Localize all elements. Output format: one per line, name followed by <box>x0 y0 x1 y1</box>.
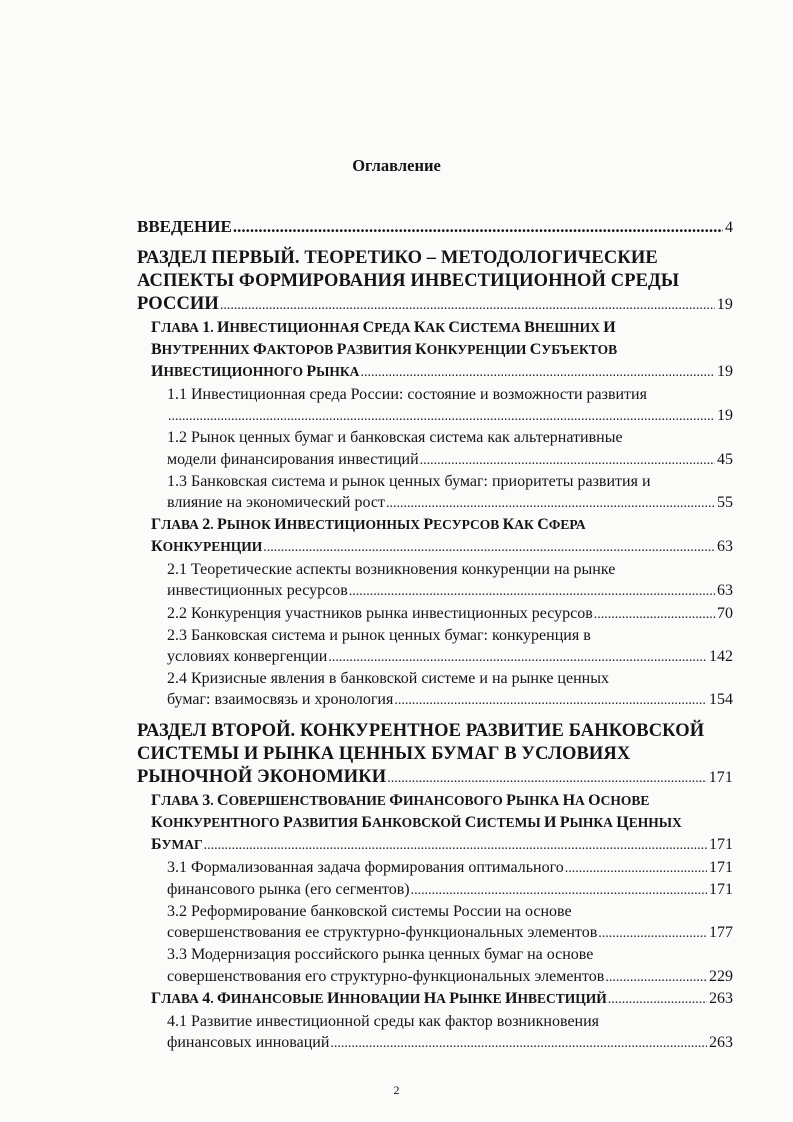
toc-entry-page: 19 <box>717 407 733 425</box>
toc-entry[interactable] <box>137 1011 733 1054</box>
toc-entry-title-line: совершенствования его структурно-функциональных элементов <box>167 967 605 985</box>
dot-leader <box>233 216 723 238</box>
toc-entry[interactable] <box>137 471 733 514</box>
toc-entry-leader-row <box>167 580 733 602</box>
toc-entry-title-line: 2.4 Кризисные явления в банковской системе и на рынке ценных <box>167 670 609 688</box>
toc-entry[interactable] <box>137 427 733 470</box>
toc-entry-page: 142 <box>709 648 733 666</box>
toc-entry-leader-row <box>167 879 733 901</box>
toc-entry-leader-row <box>137 216 733 239</box>
toc-entry-title-line: ИНВЕСТИЦИОННОГО РЫНКА <box>151 363 360 380</box>
dot-leader <box>594 604 715 625</box>
toc-entry-title-line: ГЛАВА 2. РЫНОК ИНВЕСТИЦИОННЫХ РЕСУРСОВ КАК СФЕРА <box>151 516 586 534</box>
dot-leader <box>420 450 715 471</box>
toc-entry-leader-row <box>151 834 733 857</box>
dot-leader <box>349 581 715 602</box>
toc-entry[interactable] <box>137 668 733 711</box>
toc-entry[interactable] <box>137 857 733 879</box>
toc-entry[interactable] <box>137 216 733 239</box>
toc-entry[interactable] <box>137 384 733 427</box>
dot-leader <box>394 690 707 711</box>
toc-entry-title-line: РЫНОЧНОЙ ЭКОНОМИКИ <box>137 766 387 787</box>
toc-entry-page: 63 <box>717 582 733 600</box>
toc-entry-title-line: 1.3 Банковская система и рынок ценных бумаг: приоритеты развития и <box>167 472 651 490</box>
toc-entry[interactable] <box>137 514 733 559</box>
toc-entry[interactable] <box>137 720 733 790</box>
dot-leader <box>387 767 706 790</box>
dot-leader <box>204 835 707 857</box>
toc-entry-leader-row <box>151 988 733 1011</box>
toc-entry[interactable] <box>137 559 733 602</box>
toc-entry-leader-row <box>167 857 733 879</box>
toc-entry-title-line: 1.1 Инвестиционная среда России: состояние и возможности развития <box>167 386 647 403</box>
toc-entry-title-line: РАЗДЕЛ ВТОРОЙ. КОНКУРЕНТНОЕ РАЗВИТИЕ БАНКОВСКОЙ <box>137 720 705 741</box>
toc-entry-leader-row <box>167 966 733 988</box>
toc-entry-title-line: влияние на экономический рост <box>167 494 385 512</box>
toc-entry-page: 154 <box>709 691 733 709</box>
toc-entry-page: 70 <box>717 604 733 622</box>
toc-entry-page: 229 <box>709 967 733 985</box>
toc-entry[interactable] <box>137 625 733 668</box>
toc-entry-leader-row <box>137 766 733 790</box>
toc-entry-title-line: 3.1 Формализованная задача формирования оптимального <box>167 858 564 876</box>
toc-entry-title-line: ВВЕДЕНИЕ <box>137 217 232 236</box>
dot-leader <box>168 406 715 427</box>
toc-entry-title-line: 2.3 Банковская система и рынок ценных бумаг: конкуренция в <box>167 626 591 644</box>
toc-entry-page: 171 <box>709 858 733 876</box>
toc-entry-title-line: 2.1 Теоретические аспекты возникновения конкуренции на рынке <box>167 561 616 579</box>
toc-entry-leader-row <box>167 405 733 427</box>
toc-entry[interactable] <box>137 247 733 317</box>
toc-entry-title-line: бумаг: взаимосвязь и хронология <box>167 691 394 709</box>
toc-entry-leader-row <box>167 1032 733 1054</box>
toc-entry-title-line: ГЛАВА 1. ИНВЕСТИЦИОННАЯ СРЕДА КАК СИСТЕМА ВНЕШНИХ И <box>151 319 616 336</box>
dot-leader <box>608 989 707 1011</box>
toc-entry[interactable] <box>137 790 733 857</box>
toc-entry-page: 55 <box>717 494 733 512</box>
toc-entry[interactable] <box>137 944 733 987</box>
toc-entry-page: 171 <box>708 768 733 786</box>
dot-leader <box>598 923 707 944</box>
toc-entry-page: 19 <box>717 363 733 380</box>
toc-entry-leader-row <box>167 646 733 668</box>
toc-entry-title-line: модели финансирования инвестиций <box>167 450 419 468</box>
toc-entry-title-line: 1.2 Рынок ценных бумаг и банковская система как альтернативные <box>167 429 623 447</box>
toc-entry-title-line: АСПЕКТЫ ФОРМИРОВАНИЯ ИНВЕСТИЦИОННОЙ СРЕДЫ <box>137 271 680 291</box>
toc-entry-title-line: КОНКУРЕНТНОГО РАЗВИТИЯ БАНКОВСКОЙ СИСТЕМЫ И РЫНКА ЦЕННЫХ <box>151 813 682 831</box>
toc-entry-leader-row <box>167 922 733 944</box>
toc-entry-title-line: 3.2 Реформирование банковской системы России на основе <box>167 903 572 921</box>
toc-entry-title-line: инвестиционных ресурсов <box>167 582 348 600</box>
toc-entry-page: 63 <box>717 538 733 556</box>
toc-entry-page: 171 <box>709 835 733 853</box>
toc-entry-page: 45 <box>717 450 733 468</box>
toc-entry-title-line: РАЗДЕЛ ПЕРВЫЙ. ТЕОРЕТИКО – МЕТОДОЛОГИЧЕСКИЕ <box>137 248 658 268</box>
toc-entry-title-line: 3.3 Модернизация российского рынка ценных бумаг на основе <box>167 946 594 964</box>
toc-entry-title-line: условиях конвергенции <box>167 648 328 666</box>
dot-leader <box>411 880 707 901</box>
toc-entry[interactable] <box>137 901 733 944</box>
toc-entry-title-line: КОНКУРЕНЦИИ <box>151 538 263 556</box>
toc-entry[interactable] <box>137 879 733 901</box>
dot-leader <box>565 858 707 879</box>
toc-entry-leader-row <box>167 689 733 711</box>
page-number: 2 <box>393 1083 400 1097</box>
toc-entry-title-line: РОССИИ <box>137 294 219 314</box>
toc-entry-title-line: финансового рынка (его сегментов) <box>167 880 410 898</box>
toc-entry-leader-row <box>137 293 733 317</box>
toc-entry-page: 4 <box>725 219 733 236</box>
dot-leader <box>330 1033 707 1054</box>
toc-entry-page: 263 <box>709 1034 733 1052</box>
dot-leader <box>328 647 707 668</box>
toc-entry[interactable] <box>137 988 733 1011</box>
toc-entry[interactable] <box>137 317 733 384</box>
toc-entry-page: 171 <box>709 880 733 898</box>
toc-entry-title-line: 4.1 Развитие инвестиционной среды как фактор возникновения <box>167 1012 600 1030</box>
toc-entry-title-line: совершенствования ее структурно-функциональных элементов <box>167 924 598 942</box>
toc-entry-title-line: БУМАГ <box>151 835 203 853</box>
toc-entry-leader-row <box>167 449 733 471</box>
toc-entry-leader-row <box>151 361 733 384</box>
dot-leader <box>605 967 707 988</box>
dot-leader <box>263 537 715 559</box>
table-of-contents <box>137 208 733 1054</box>
toc-entry-title-line: финансовых инноваций <box>167 1034 330 1052</box>
toc-entry-title-line: ГЛАВА 4. ФИНАНСОВЫЕ ИННОВАЦИИ НА РЫНКЕ ИНВЕСТИЦИЙ <box>151 989 607 1007</box>
toc-entry[interactable] <box>137 603 733 625</box>
toc-entry-leader-row <box>167 603 733 625</box>
toc-entry-title-line: 2.2 Конкуренция участников рынка инвестиционных ресурсов <box>167 604 593 622</box>
toc-entry-leader-row <box>167 492 733 514</box>
toc-entry-leader-row <box>151 536 733 559</box>
toc-entry-title-line: ГЛАВА 3. СОВЕРШЕНСТВОВАНИЕ ФИНАНСОВОГО РЫНКА НА ОСНОВЕ <box>151 791 650 809</box>
toc-entry-title-line: ВНУТРЕННИХ ФАКТОРОВ РАЗВИТИЯ КОНКУРЕНЦИИ СУБЪЕКТОВ <box>151 341 618 358</box>
page-title: Оглавление <box>352 156 441 175</box>
dot-leader <box>360 362 715 384</box>
toc-entry-page: 263 <box>709 989 733 1007</box>
dot-leader <box>220 294 715 317</box>
dot-leader <box>386 493 715 514</box>
toc-entry-page: 19 <box>716 296 733 313</box>
toc-entry-page: 177 <box>709 924 733 942</box>
toc-entry-title-line: СИСТЕМЫ И РЫНКА ЦЕННЫХ БУМАГ В УСЛОВИЯХ <box>137 743 631 764</box>
